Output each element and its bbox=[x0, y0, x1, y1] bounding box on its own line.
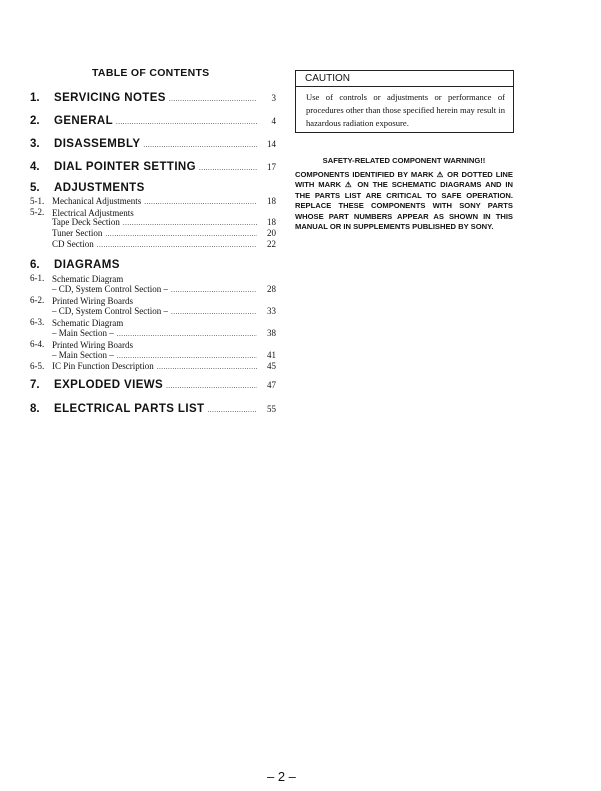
toc-entry-page: 18 bbox=[267, 217, 276, 227]
toc-entry-page: 55 bbox=[267, 404, 276, 414]
toc-entry-cd-section[interactable] bbox=[30, 239, 276, 251]
toc-entry-label: IC Pin Function Description bbox=[52, 361, 154, 371]
toc-entry-number: 5-2. bbox=[30, 207, 45, 217]
toc-entry-label: Electrical Adjustments bbox=[52, 208, 134, 218]
toc-entry-label: EXPLODED VIEWS bbox=[54, 379, 164, 391]
toc-entry-servicing-notes[interactable] bbox=[30, 92, 276, 104]
toc-entry-label: ELECTRICAL PARTS LIST bbox=[54, 403, 205, 415]
leader-dots bbox=[171, 286, 257, 294]
caution-text: Use of controls or adjustments or performance of procedures other than those specified herein may result in hazardous radiation exposure. bbox=[306, 92, 505, 128]
leader-dots bbox=[117, 352, 257, 360]
toc-entry-label: Printed Wiring Boards bbox=[52, 340, 133, 350]
toc-entry-label: Tuner Section bbox=[52, 228, 103, 238]
toc-entry-label: Mechanical Adjustments bbox=[52, 196, 142, 206]
toc-entry-label: – CD, System Control Section – bbox=[52, 284, 169, 294]
toc-entry-page: 14 bbox=[267, 139, 276, 149]
toc-entry-number: 5. bbox=[30, 182, 40, 194]
toc-entry-page: 4 bbox=[271, 116, 276, 126]
toc-entry-disassembly[interactable] bbox=[30, 138, 276, 150]
caution-heading: CAUTION bbox=[296, 71, 513, 87]
toc-entry-label: – CD, System Control Section – bbox=[52, 306, 169, 316]
toc-entry-label: Schematic Diagram bbox=[52, 274, 124, 284]
leader-dots bbox=[166, 382, 257, 390]
leader-dots bbox=[143, 141, 257, 149]
toc-entry-number: 5-1. bbox=[30, 196, 45, 206]
leader-dots bbox=[207, 406, 257, 414]
safety-warning-title: SAFETY-RELATED COMPONENT WARNING!! bbox=[322, 156, 486, 165]
leader-dots bbox=[157, 363, 257, 371]
leader-dots bbox=[171, 308, 257, 316]
leader-dots bbox=[105, 230, 257, 238]
toc-entry-number: 3. bbox=[30, 138, 40, 150]
toc-entry-diagrams[interactable] bbox=[30, 259, 276, 271]
toc-entry-number: 4. bbox=[30, 161, 40, 173]
toc-entry-number: 6-1. bbox=[30, 273, 45, 283]
toc-entry-page: 22 bbox=[267, 239, 276, 249]
toc-entry-label: CD Section bbox=[52, 239, 94, 249]
toc-entry-label: DIAGRAMS bbox=[54, 259, 120, 271]
leader-dots bbox=[117, 330, 257, 338]
toc-entry-label: GENERAL bbox=[54, 115, 114, 127]
leader-dots bbox=[169, 95, 257, 103]
toc-entry-page: 20 bbox=[267, 228, 276, 238]
leader-dots bbox=[123, 219, 257, 227]
toc-entry-exploded-views[interactable] bbox=[30, 379, 276, 391]
toc-entry-page: 38 bbox=[267, 328, 276, 338]
toc-entry-label: Tape Deck Section bbox=[52, 217, 120, 227]
toc-entry-label: SERVICING NOTES bbox=[54, 92, 166, 104]
toc-entry-number: 1. bbox=[30, 92, 40, 104]
toc-entry-number: 6-3. bbox=[30, 317, 45, 327]
leader-dots bbox=[97, 241, 257, 249]
toc-entry-label: DISASSEMBLY bbox=[54, 138, 141, 150]
toc-entry-general[interactable] bbox=[30, 115, 276, 127]
toc-entry-dial-pointer-setting[interactable] bbox=[30, 161, 276, 173]
toc-entry-number: 6. bbox=[30, 259, 40, 271]
toc-entry-number: 2. bbox=[30, 115, 40, 127]
toc-entry-ic-pin-function[interactable] bbox=[30, 361, 276, 373]
toc-entry-label: Printed Wiring Boards bbox=[52, 296, 133, 306]
toc-entry-page: 41 bbox=[267, 350, 276, 360]
toc-entry-page: 18 bbox=[267, 196, 276, 206]
toc-entry-page: 33 bbox=[267, 306, 276, 316]
toc-entry-page: 45 bbox=[267, 361, 276, 371]
leader-dots bbox=[199, 164, 257, 172]
toc-entry-number: 6-5. bbox=[30, 361, 45, 371]
caution-box bbox=[295, 70, 514, 133]
toc-entry-electrical-parts-list[interactable] bbox=[30, 403, 276, 415]
toc-entry-number: 6-2. bbox=[30, 295, 45, 305]
page-number: – 2 – bbox=[267, 769, 296, 784]
toc-entry-number: 6-4. bbox=[30, 339, 45, 349]
leader-dots bbox=[144, 198, 257, 206]
safety-warning-text: COMPONENTS IDENTIFIED BY MARK ⚠ OR DOTTED LINE WITH MARK ⚠ ON THE SCHEMATIC DIAGRAMS AND IN THE PARTS LIST ARE CRITICAL TO SAFE OPERATION. REPLACE THESE COMPONENTS WITH SONY PARTS WHOSE PART NUMBERS APPEAR AS SHOWN IN THIS MANUAL OR IN SUPPLEMENTS PUBLISHED BY SONY. bbox=[295, 170, 513, 232]
toc-entry-label: Schematic Diagram bbox=[52, 318, 124, 328]
toc-entry-page: 47 bbox=[267, 380, 276, 390]
toc-title: TABLE OF CONTENTS bbox=[92, 67, 210, 79]
toc-entry-page: 3 bbox=[271, 93, 276, 103]
toc-entry-number: 7. bbox=[30, 379, 40, 391]
toc-entry-label: DIAL POINTER SETTING bbox=[54, 161, 196, 173]
toc-entry-number: 8. bbox=[30, 403, 40, 415]
toc-entry-label: – Main Section – bbox=[52, 328, 114, 338]
toc-entry-page: 28 bbox=[267, 284, 276, 294]
leader-dots bbox=[116, 118, 257, 126]
toc-entry-adjustments[interactable] bbox=[30, 182, 276, 194]
toc-entry-page: 17 bbox=[267, 162, 276, 172]
toc-entry-label: ADJUSTMENTS bbox=[54, 182, 145, 194]
toc-entry-label: – Main Section – bbox=[52, 350, 114, 360]
